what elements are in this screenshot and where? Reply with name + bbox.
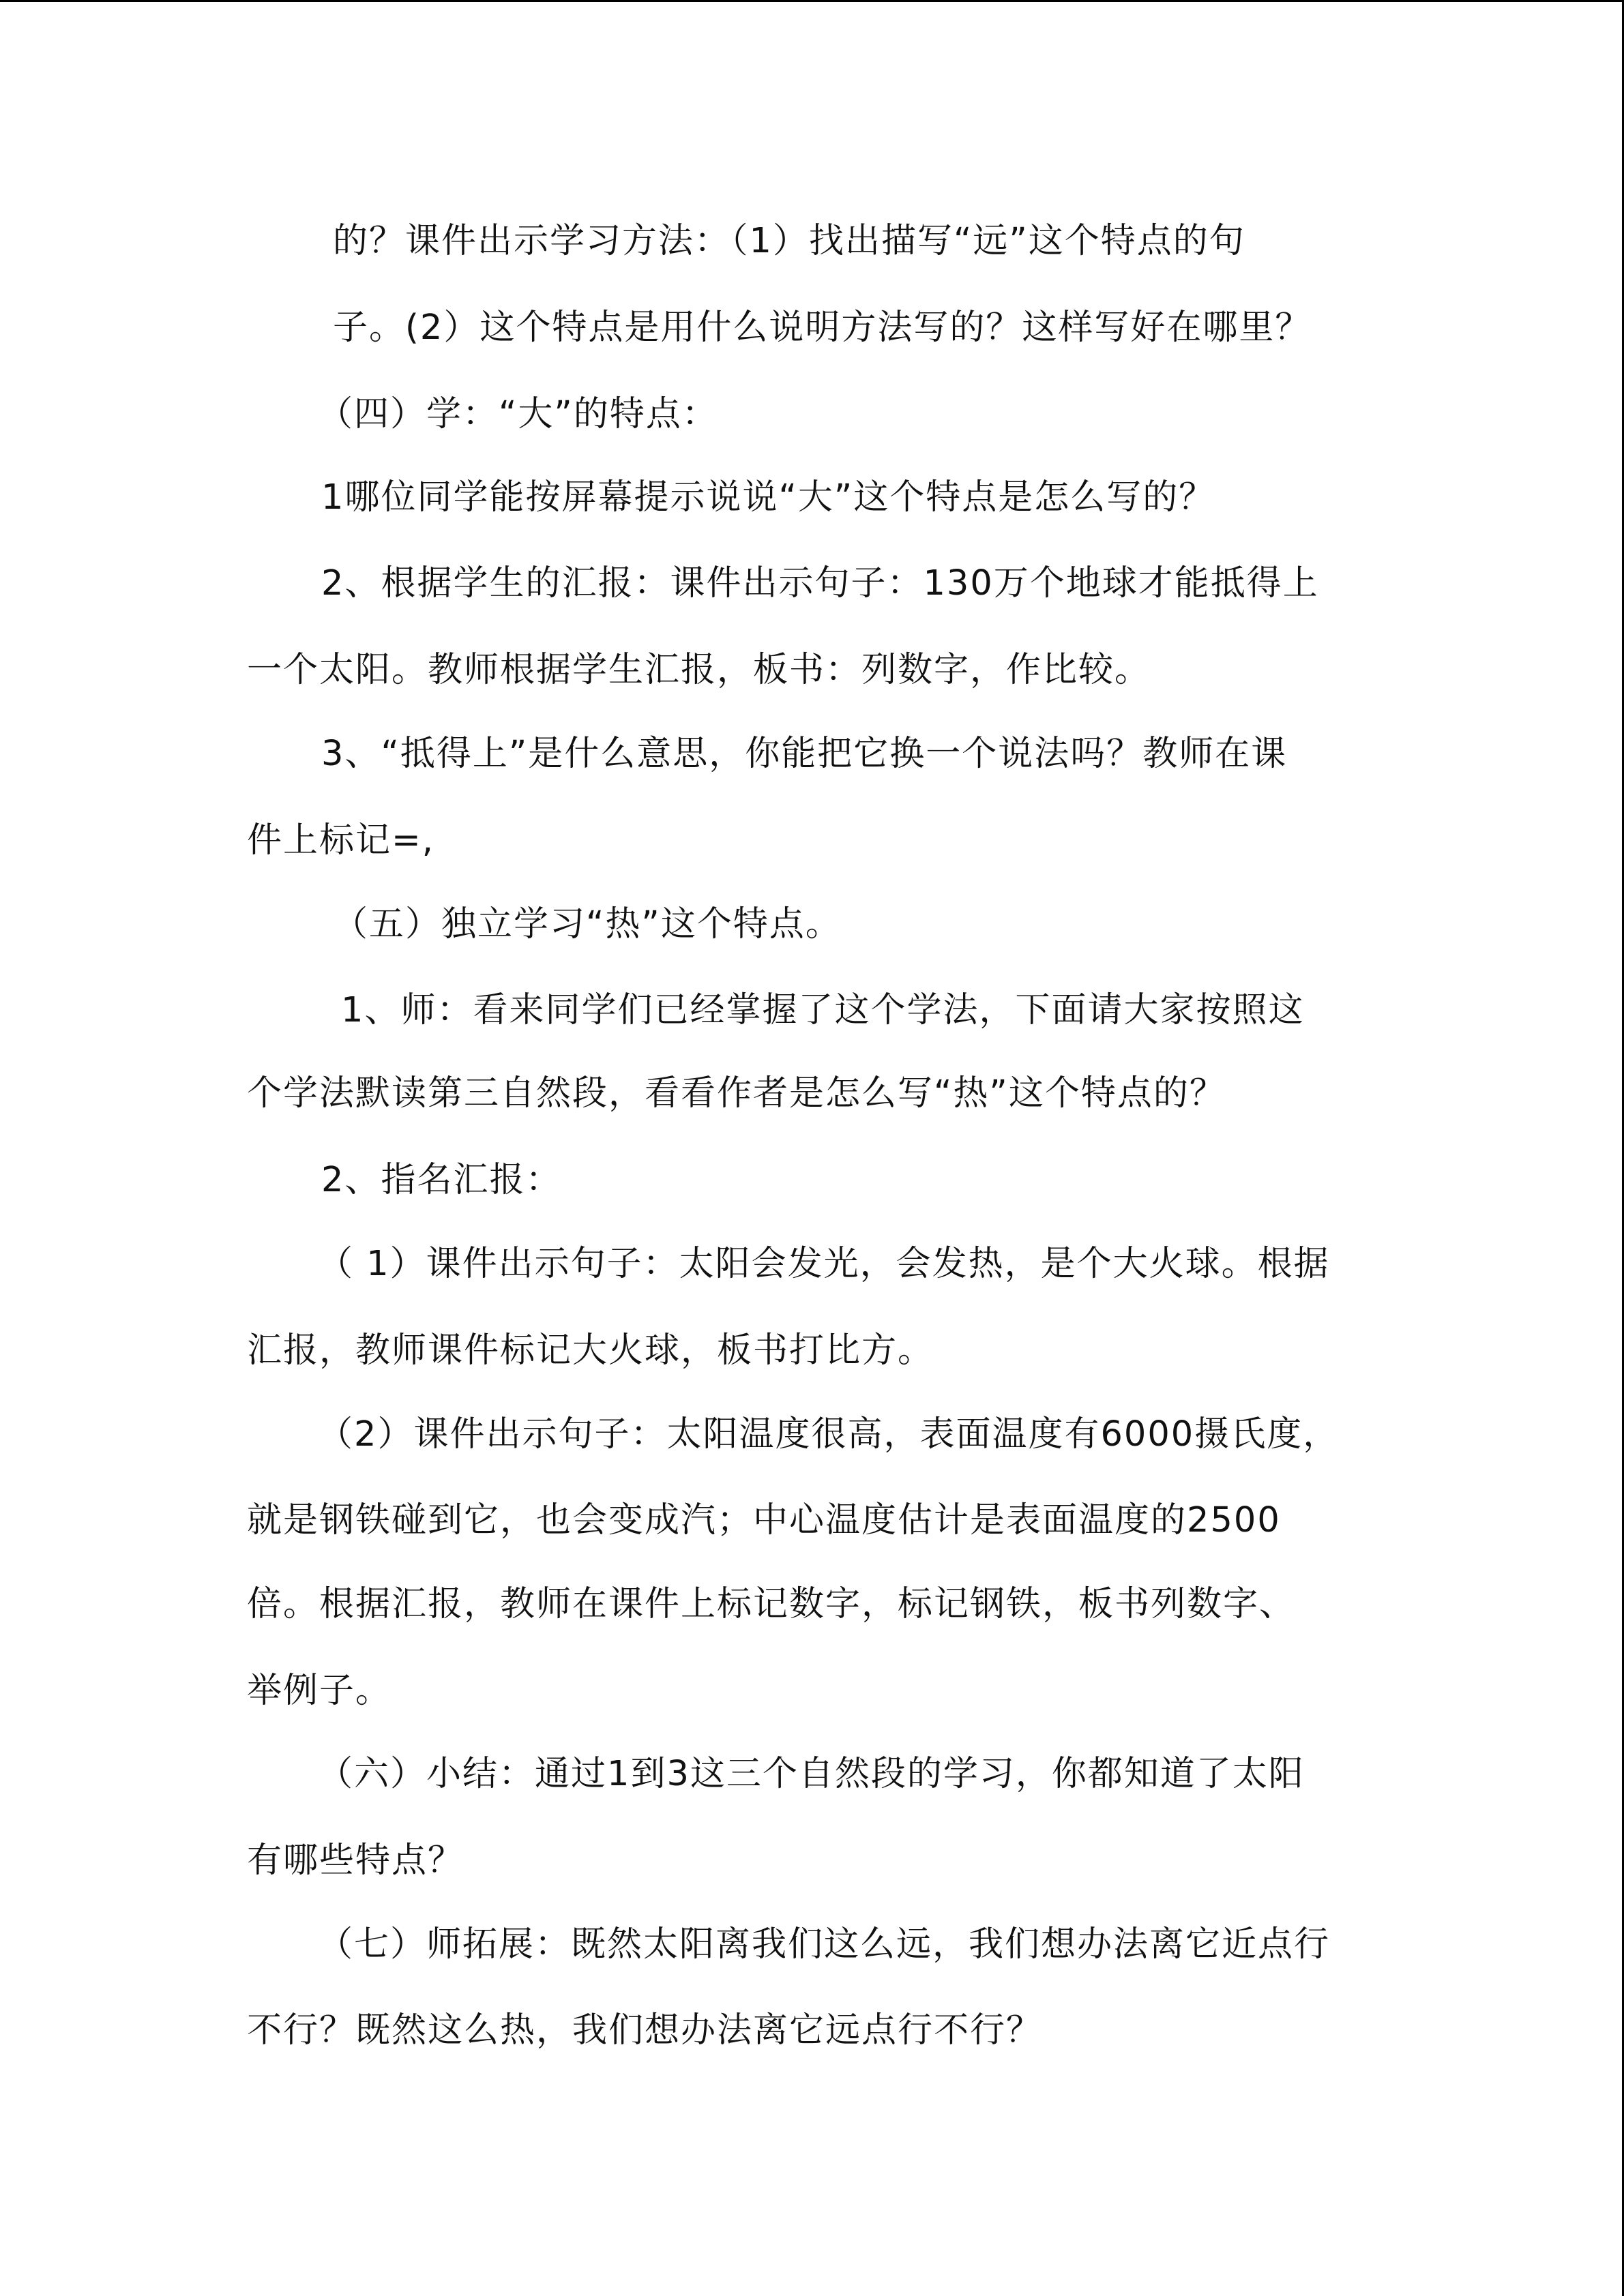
text-line: 件上标记=, [247,820,434,861]
text-line: 就是钢铁碰到它，也会变成汽；中心温度估计是表面温度的2500 [247,1500,1281,1540]
text-line: 汇报，教师课件标记大火球，板书打比方。 [247,1330,934,1371]
text-line: 个学法默读第三自然段，看看作者是怎么写“热”这个特点的？ [247,1073,1226,1114]
text-line: 2、根据学生的汇报：课件出示句子：130万个地球才能抵得上 [321,563,1319,603]
text-line: 不行？既然这么热，我们想办法离它远点行不行？ [247,2010,1043,2051]
text-line: （四）学：“大”的特点： [318,394,718,434]
text-line: （2）课件出示句子：太阳温度很高，表面温度有6000摄氏度， [318,1414,1340,1455]
text-line: 3、“抵得上”是什么意思，你能把它换一个说法吗？教师在课 [321,734,1288,774]
text-line: 一个太阳。教师根据学生汇报，板书：列数字，作比较。 [247,650,1151,690]
text-line: （六）小结：通过1到3这三个自然段的学习，你都知道了太阳 [318,1754,1305,1794]
text-line: 1哪位同学能按屏幕提示说说“大”这个特点是怎么写的？ [321,477,1215,518]
text-line: （五）独立学习“热”这个特点。 [333,904,842,944]
text-line: 举例子。 [247,1671,392,1711]
text-line: 倍。根据汇报，教师在课件上标记数字，标记钢铁，板书列数字、 [247,1584,1296,1624]
text-line: （七）师拓展：既然太阳离我们这么远，我们想办法离它近点行 [318,1924,1331,1965]
text-line: 有哪些特点？ [247,1840,464,1881]
text-line: （ 1）课件出示句子：太阳会发光，会发热，是个大火球。根据 [318,1244,1330,1284]
text-line: 1、师：看来同学们已经掌握了这个学法，下面请大家按照这 [341,990,1305,1030]
text-line: 子。(2）这个特点是用什么说明方法写的？这样写好在哪里？ [333,308,1312,348]
text-line: 的？课件出示学习方法：（1）找出描写“远”这个特点的句 [333,221,1245,261]
text-line: 2、指名汇报： [321,1160,562,1200]
